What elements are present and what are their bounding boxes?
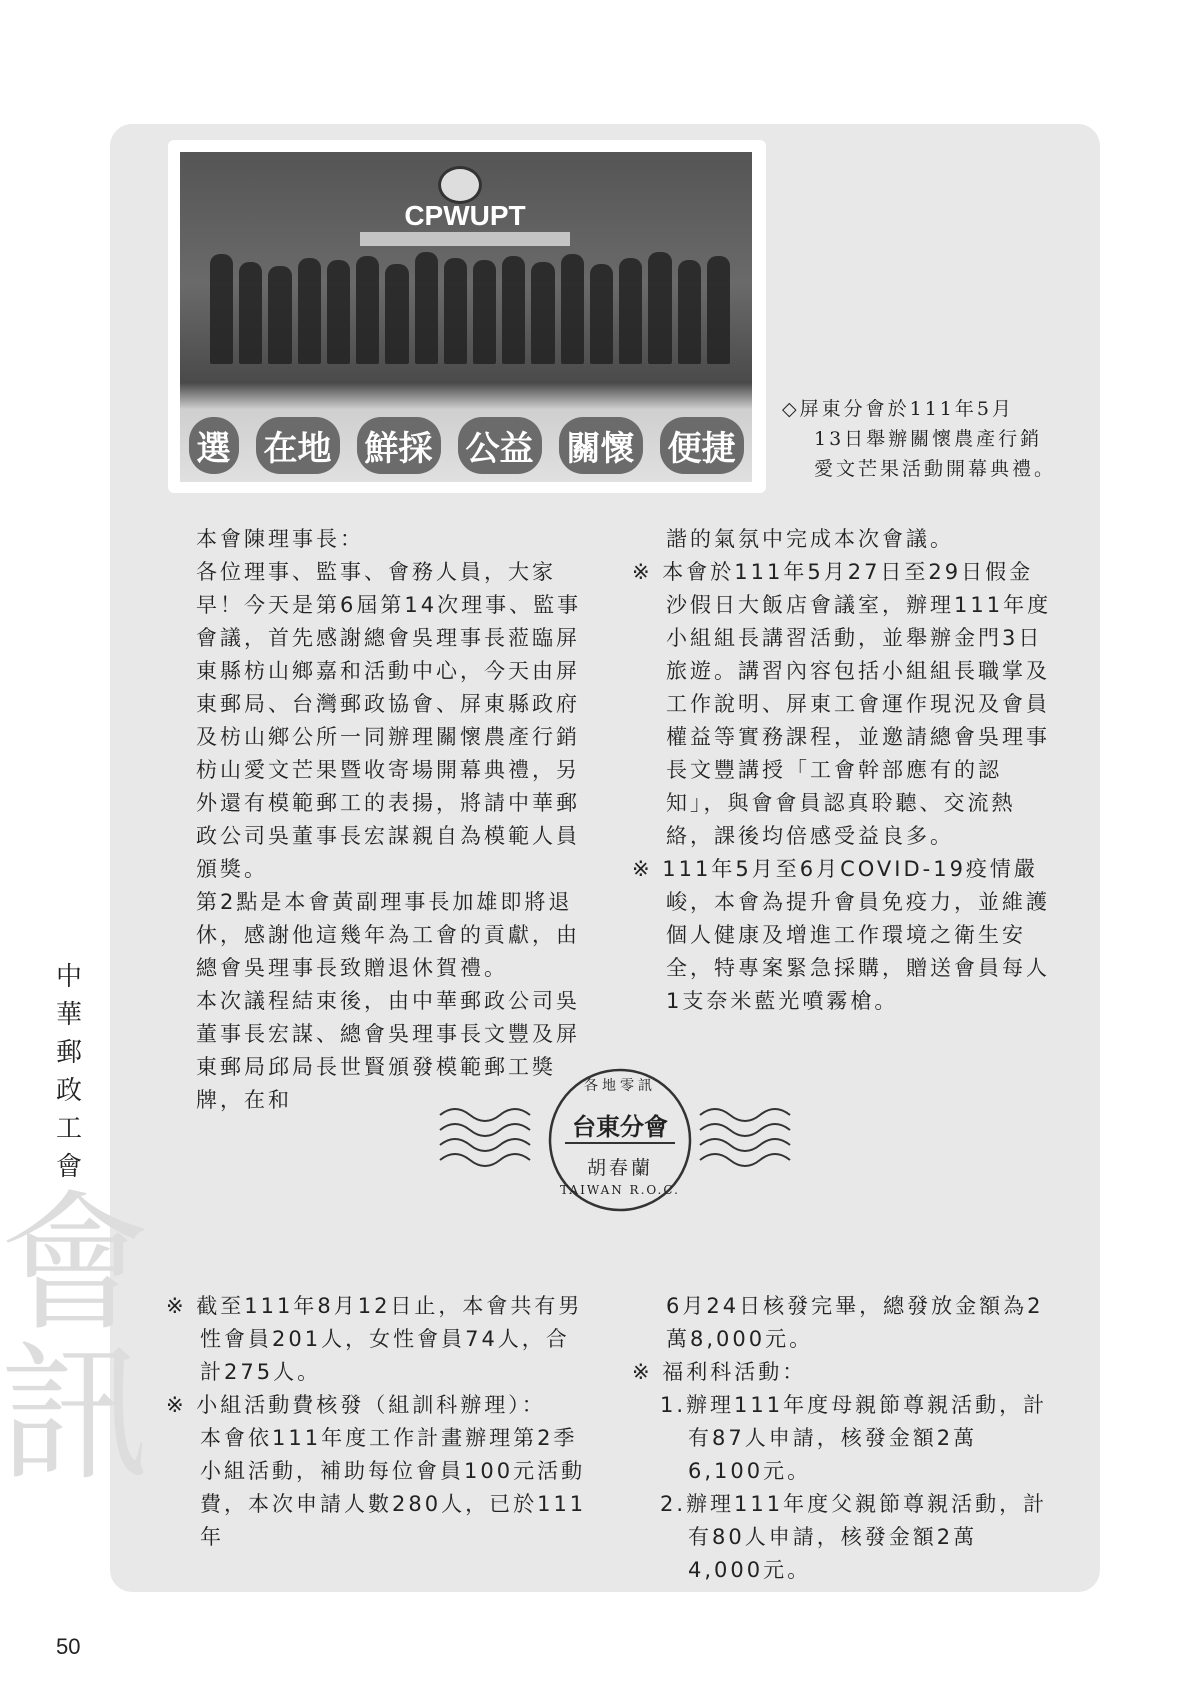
list-item: ※ 截至111年8月12日止，本會共有男性會員201人，女性會員74人，合計275人。 — [166, 1294, 583, 1384]
side-title-char: 政 — [55, 1076, 82, 1106]
paragraph: 本會依111年度工作計畫辦理第2季小組活動，補助每位會員100元活動費，本次申請人數280人，已於111年 — [200, 1426, 587, 1549]
list-heading: ※ 福利科活動： — [632, 1360, 807, 1384]
section2-right-column — [632, 1290, 1052, 1587]
paragraph: 各位理事、監事、會務人員，大家早！今天是第6屆第14次理事、監事會議，首先感謝總會吳理事長蒞臨屏東縣枋山鄉嘉和活動中心，今天由屏東郵局、台灣郵政協會、屏東縣政府及枋山鄉公所一同辦理關懷農產行銷枋山愛文芒果暨收寄場開幕典禮，另外還有模範郵工的表揚，將請中華郵政公司吳董事長宏謀親自為模範人員頒獎。 — [196, 560, 582, 881]
list-item: ※ 本會於111年5月27日至29日假金沙假日大飯店會議室，辦理111年度小組組長講習活動，並舉辦金門3日旅遊。講習內容包括小組組長職掌及工作說明、屏東工會運作現況及會員權益等實務課程，並邀請總會吳理事長文豐講授「工會幹部應有的認知」，與會會員認真聆聽、交流熱絡，課後均倍感受益良多。 — [632, 560, 1052, 848]
slogan-word: 關懷 — [559, 417, 643, 474]
list-item: 1.辦理111年度母親節尊親活動，計有87人申請，核發金額2萬6,100元。 — [660, 1393, 1048, 1483]
photo-people — [210, 244, 730, 364]
photo-slogan — [180, 417, 752, 474]
side-title-char: 中 — [55, 962, 82, 992]
paragraph: 6月24日核發完畢，總發放金額為2萬8,000元。 — [666, 1294, 1044, 1351]
postmark-stamp — [430, 1055, 810, 1225]
caption-line: 13日舉辦關懷農產行銷 — [814, 428, 1043, 450]
stamp-top-text: 各地零訊 — [584, 1078, 656, 1094]
caption-line: 愛文芒果活動開幕典禮。 — [814, 458, 1057, 480]
caption-line: ◇屏東分會於111年5月 — [782, 398, 1014, 420]
slogan-word: 鮮採 — [357, 417, 441, 474]
union-logo-icon — [438, 166, 482, 204]
slogan-word: 公益 — [458, 417, 542, 474]
side-title-char: 工 — [55, 1114, 82, 1144]
slogan-word: 選 — [189, 417, 239, 474]
paragraph: 本次議程結束後，由中華郵政公司吳董事長宏謀、總會吳理事長文豐及屏東郵局邱局長世賢頒發模範郵工獎牌，在和 — [196, 989, 580, 1112]
event-photo — [180, 152, 752, 482]
side-title-char: 華 — [55, 1000, 82, 1030]
paragraph: 諧的氣氛中完成本次會議。 — [666, 527, 954, 551]
stamp-bottom-text: TAIWAN R.O.C. — [560, 1183, 680, 1197]
photo-caption — [782, 394, 1057, 484]
stamp-branch: 台東分會 — [572, 1113, 668, 1141]
section2-left-column — [166, 1290, 588, 1554]
section1-right-column — [632, 523, 1052, 1018]
page-number: 50 — [56, 1634, 81, 1659]
slogan-word: 在地 — [256, 417, 340, 474]
side-title-char: 會 — [55, 1152, 82, 1182]
paragraph: 本會陳理事長： — [196, 527, 364, 551]
list-item: ※ 111年5月至6月COVID-19疫情嚴峻，本會為提升會員免疫力，並維護個人健康及增進工作環境之衛生安全，特專案緊急採購，贈送會員每人1支奈米藍光噴霧槍。 — [632, 857, 1050, 1013]
slogan-word: 便捷 — [660, 417, 744, 474]
side-title-char: 郵 — [55, 1038, 82, 1068]
paragraph: 第2點是本會黃副理事長加雄即將退休，感謝他這幾年為工會的貢獻，由總會吳理事長致贈退休賀禮。 — [196, 890, 580, 980]
list-item: 2.辦理111年度父親節尊親活動，計有80人申請，核發金額2萬4,000元。 — [660, 1492, 1048, 1582]
section1-left-column — [196, 523, 588, 1117]
stamp-author: 胡春蘭 — [586, 1157, 653, 1179]
watermark: 會訊 — [0, 1178, 151, 1502]
photo-banner: CPWUPT — [404, 200, 526, 231]
side-title — [54, 958, 84, 1186]
list-item: ※ 小組活動費核發（組訓科辦理）： — [166, 1393, 546, 1417]
